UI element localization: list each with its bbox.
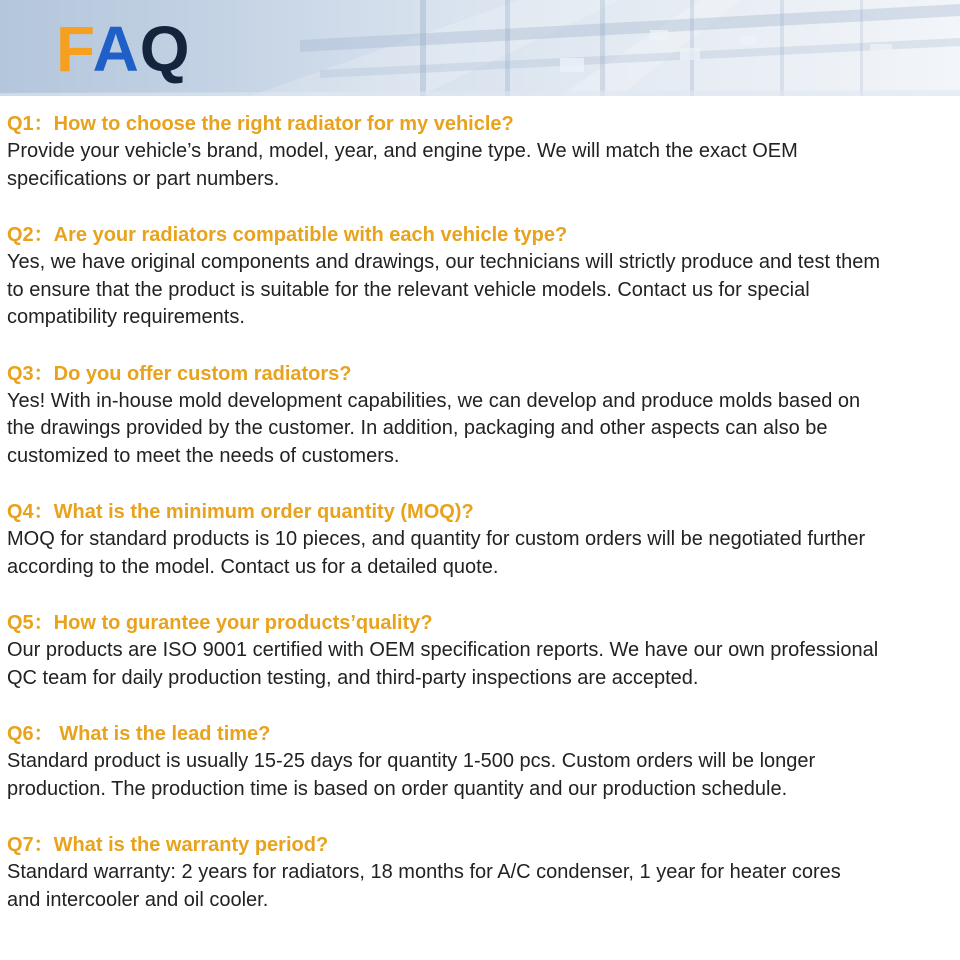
faq-answer-line: QC team for daily production testing, and third-party inspections are accepted. xyxy=(7,666,699,689)
faq-answer-line: Yes, we have original components and drawings, our technicians will strictly produce and test them xyxy=(7,251,881,273)
faq-answer-line: specifications or part numbers. xyxy=(7,167,280,190)
faq-title-letter-f: F xyxy=(56,13,93,85)
faq-question: Q2：Are your radiators compatible with each vehicle type? xyxy=(7,224,568,246)
faq-banner xyxy=(0,0,960,96)
faq-answer-line: Provide your vehicle’s brand, model, year, and engine type. We will match the exact OEM xyxy=(7,140,798,162)
faq-item-2 xyxy=(7,221,957,332)
faq-item-4 xyxy=(7,498,957,581)
faq-answer-line: Yes! With in-house mold development capabilities, we can develop and produce molds based on xyxy=(7,389,861,412)
faq-question: Q3：Do you offer custom radiators? xyxy=(7,362,352,385)
faq-answer-line: the drawings provided by the customer. In addition, packaging and other aspects can also be xyxy=(7,417,828,439)
faq-title-letter-a: A xyxy=(92,13,140,85)
faq-item-6 xyxy=(7,720,957,803)
faq-answer-line: compatibility requirements. xyxy=(7,306,245,328)
faq-question: Q4：What is the minimum order quantity (MOQ)? xyxy=(7,501,474,523)
faq-question: Q6： What is the lead time? xyxy=(7,723,271,745)
faq-question: Q1：How to choose the right radiator for my vehicle? xyxy=(7,113,514,135)
faq-answer-line: according to the model. Contact us for a detailed quote. xyxy=(7,555,499,578)
faq-title-letter-q: Q xyxy=(139,13,191,85)
faq-item-7 xyxy=(7,831,957,914)
faq-title xyxy=(56,14,191,84)
faq-answer-line: customized to meet the needs of customers. xyxy=(7,444,400,467)
faq-question: Q5：How to gurantee your products’quality? xyxy=(7,612,433,634)
faq-item-5 xyxy=(7,609,957,692)
faq-list xyxy=(7,110,957,942)
faq-answer-line: MOQ for standard products is 10 pieces, and quantity for custom orders will be negotiated further xyxy=(7,528,866,550)
faq-answer-line: and intercooler and oil cooler. xyxy=(7,888,269,911)
faq-item-1 xyxy=(7,110,957,193)
faq-answer-line: production. The production time is based on order quantity and our production schedule. xyxy=(7,777,788,800)
faq-answer-line: to ensure that the product is suitable for the relevant vehicle models. Contact us for special xyxy=(7,278,810,301)
faq-answer-line: Standard warranty: 2 years for radiators, 18 months for A/C condenser, 1 year for heater cores xyxy=(7,861,841,883)
faq-question: Q7：What is the warranty period? xyxy=(7,834,329,856)
faq-item-3 xyxy=(7,360,957,471)
faq-answer-line: Our products are ISO 9001 certified with OEM specification reports. We have our own professional xyxy=(7,639,879,661)
faq-answer-line: Standard product is usually 15-25 days for quantity 1-500 pcs. Custom orders will be longer xyxy=(7,750,816,772)
